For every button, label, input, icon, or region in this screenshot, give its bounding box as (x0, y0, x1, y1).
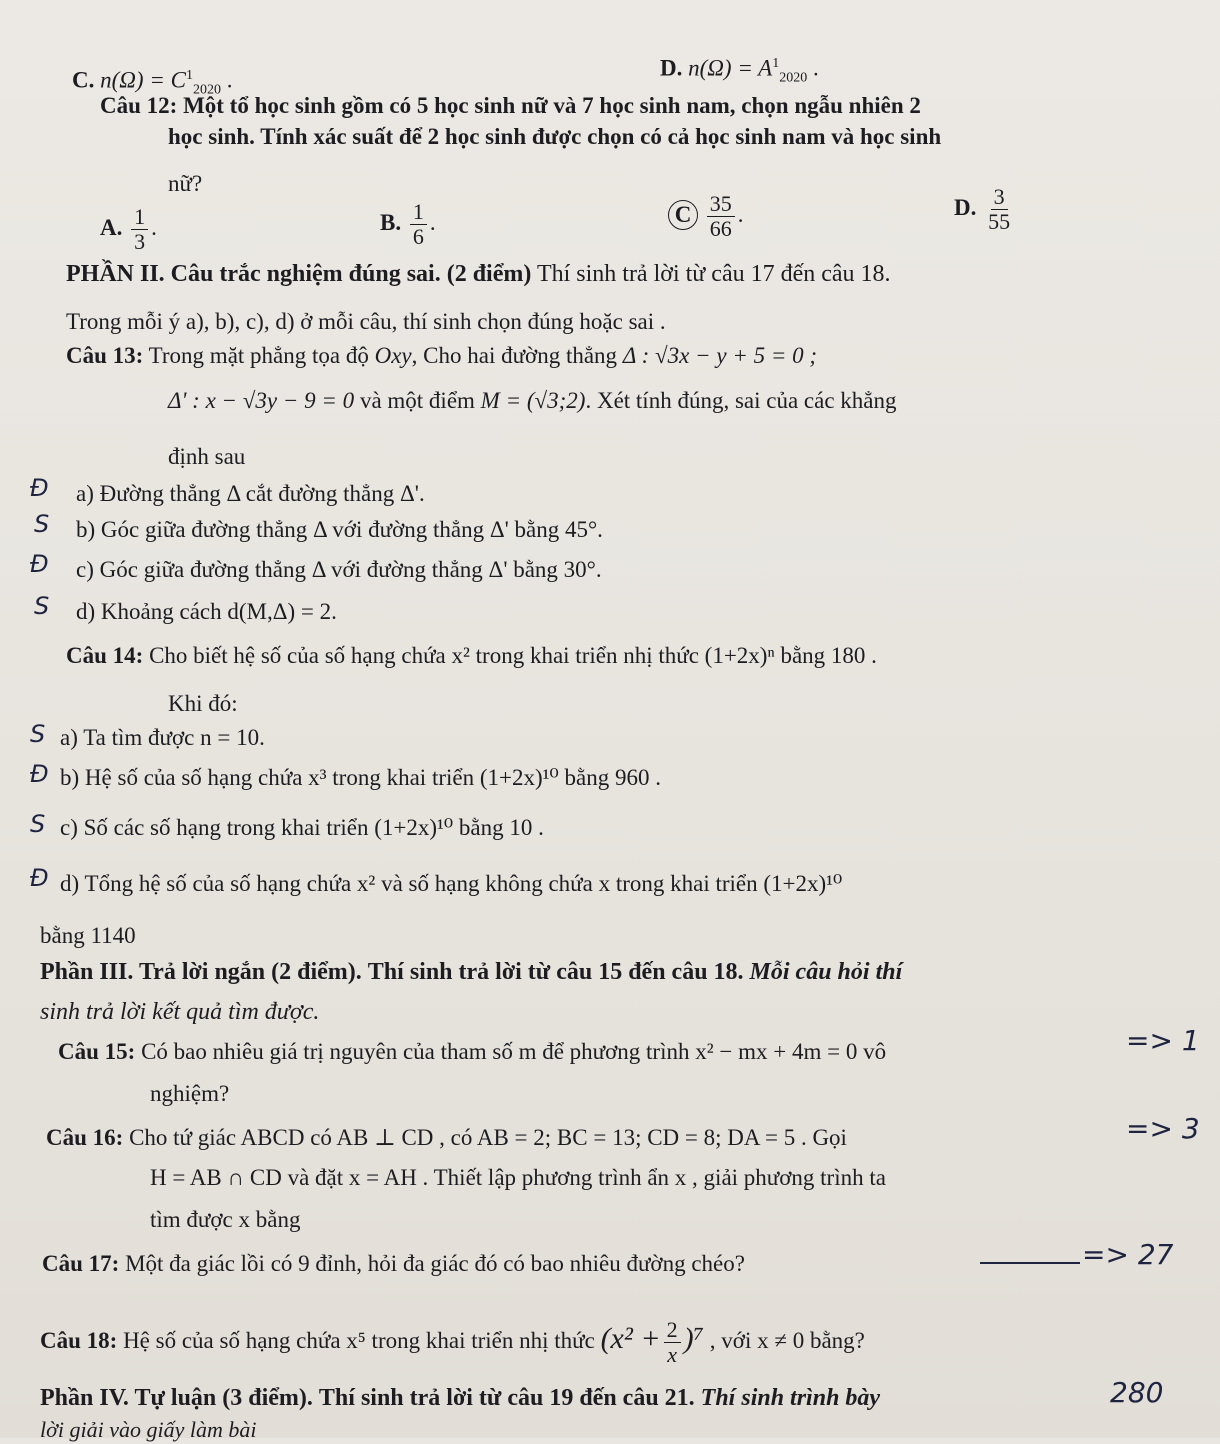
handwritten-mark: S (34, 592, 50, 620)
q14-line1: Câu 14: Cho biết hệ số của số hạng chứa x² trong khai triển nhị thức (1+2x)ⁿ bằng 180 . (66, 643, 877, 668)
handwritten-answer: 280 (1110, 1376, 1164, 1409)
part3-heading: Phần III. Trả lời ngắn (2 điểm). Thí sinh trả lời từ câu 15 đến câu 18. Mỗi câu hỏi thí (40, 959, 903, 985)
q13-item-c: c) Góc giữa đường thẳng Δ với đường thẳng Δ' bằng 30°. (76, 557, 602, 582)
q14-item-b: b) Hệ số của số hạng chứa x³ trong khai triển (1+2x)¹⁰ bằng 960 . (60, 765, 661, 790)
q11-option-d: D. $n(\Omega) = A^1_{2020}$ . (660, 55, 819, 86)
part3-line2: sinh trả lời kết quả tìm được. (40, 999, 320, 1025)
q13-item-d: d) Khoảng cách d(M,Δ) = 2. (76, 599, 337, 624)
handwritten-mark: S (30, 810, 46, 838)
q13-item-a: a) Đường thẳng Δ cắt đường thẳng Δ'. (76, 481, 425, 506)
q12-line3: nữ? (168, 171, 203, 196)
part4-heading: Phần IV. Tự luận (3 điểm). Thí sinh trả lời từ câu 19 đến câu 21. Thí sinh trình bày (40, 1385, 881, 1411)
circled-answer: C (668, 200, 698, 230)
q12-option-b: B. $\frac{1}{6}$ . (380, 199, 436, 249)
q17-line1: Câu 17: Một đa giác lồi có 9 đỉnh, hỏi đa giác đó có bao nhiêu đường chéo? (42, 1251, 745, 1276)
part2-instructions: Trong mỗi ý a), b), c), d) ở mỗi câu, thí sinh chọn đúng hoặc sai . (66, 309, 666, 334)
q11-option-c: C. $n(\Omega) = C^1_{2020}$ . (72, 67, 233, 98)
q18-line1: Câu 18: Hệ số của số hạng chứa x⁵ trong khai triển nhị thức (x² + $\frac{2}{x}$ )⁷ , với x ≠ 0 bằng? (40, 1317, 865, 1367)
q12-option-a: A. $\frac{1}{3}$ . (100, 204, 157, 254)
part2-heading: PHẦN II. Câu trắc nghiệm đúng sai. (2 điểm) Thí sinh trả lời từ câu 17 đến câu 18. (66, 261, 891, 287)
handwritten-answer: => 27 (1082, 1238, 1174, 1271)
q12-option-d: D. $\frac{3}{55}$ (954, 184, 1011, 234)
handwritten-mark: Đ (30, 760, 49, 788)
q14-item-d-cont: bằng 1140 (40, 923, 136, 948)
handwritten-mark: S (30, 720, 46, 748)
q12-option-c: C $\frac{35}{66}$ . (668, 192, 744, 241)
handwritten-answer: => 3 (1126, 1112, 1200, 1145)
handwritten-mark: Đ (30, 550, 49, 578)
q16-line2: H = AB ∩ CD và đặt x = AH . Thiết lập phương trình ẩn x , giải phương trình ta (150, 1165, 886, 1190)
q12-line2: học sinh. Tính xác suất để 2 học sinh được chọn có cả học sinh nam và học sinh (168, 124, 942, 149)
q14-item-a: a) Ta tìm được n = 10. (60, 725, 265, 750)
handwritten-mark: Đ (30, 864, 49, 892)
q15-line2: nghiệm? (150, 1081, 230, 1106)
q13-item-b: b) Góc giữa đường thẳng Δ với đường thẳng Δ' bằng 45°. (76, 517, 603, 542)
handwritten-mark: S (34, 510, 50, 538)
q16-line1: Câu 16: Cho tứ giác ABCD có AB ⊥ CD , có AB = 2; BC = 13; CD = 8; DA = 5 . Gọi (46, 1125, 847, 1150)
q14-item-c: c) Số các số hạng trong khai triển (1+2x)¹⁰ bằng 10 . (60, 815, 544, 840)
handwritten-answer: => 1 (1126, 1024, 1200, 1057)
part4-line2: lời giải vào giấy làm bài (40, 1417, 257, 1442)
q13-line3: định sau (168, 444, 246, 469)
handwritten-underline (980, 1262, 1080, 1264)
q16-line3: tìm được x bằng (150, 1207, 301, 1232)
handwritten-mark: Đ (30, 474, 49, 502)
q14-item-d: d) Tổng hệ số của số hạng chứa x² và số hạng không chứa x trong khai triển (1+2x)¹⁰ (60, 871, 843, 896)
q12-line1: Câu 12: Một tổ học sinh gồm có 5 học sinh nữ và 7 học sinh nam, chọn ngẫu nhiên 2 (100, 93, 921, 118)
q13-line1: Câu 13: Trong mặt phẳng tọa độ Oxy, Cho hai đường thẳng Δ : √3x − y + 5 = 0 ; (66, 343, 818, 368)
q15-line1: Câu 15: Có bao nhiêu giá trị nguyên của tham số m để phương trình x² − mx + 4m = 0 vô (58, 1039, 887, 1064)
q14-line2: Khi đó: (168, 691, 238, 716)
q13-line2: Δ' : x − √3y − 9 = 0 và một điểm M = (√3;2). Xét tính đúng, sai của các khẳng (168, 388, 897, 413)
